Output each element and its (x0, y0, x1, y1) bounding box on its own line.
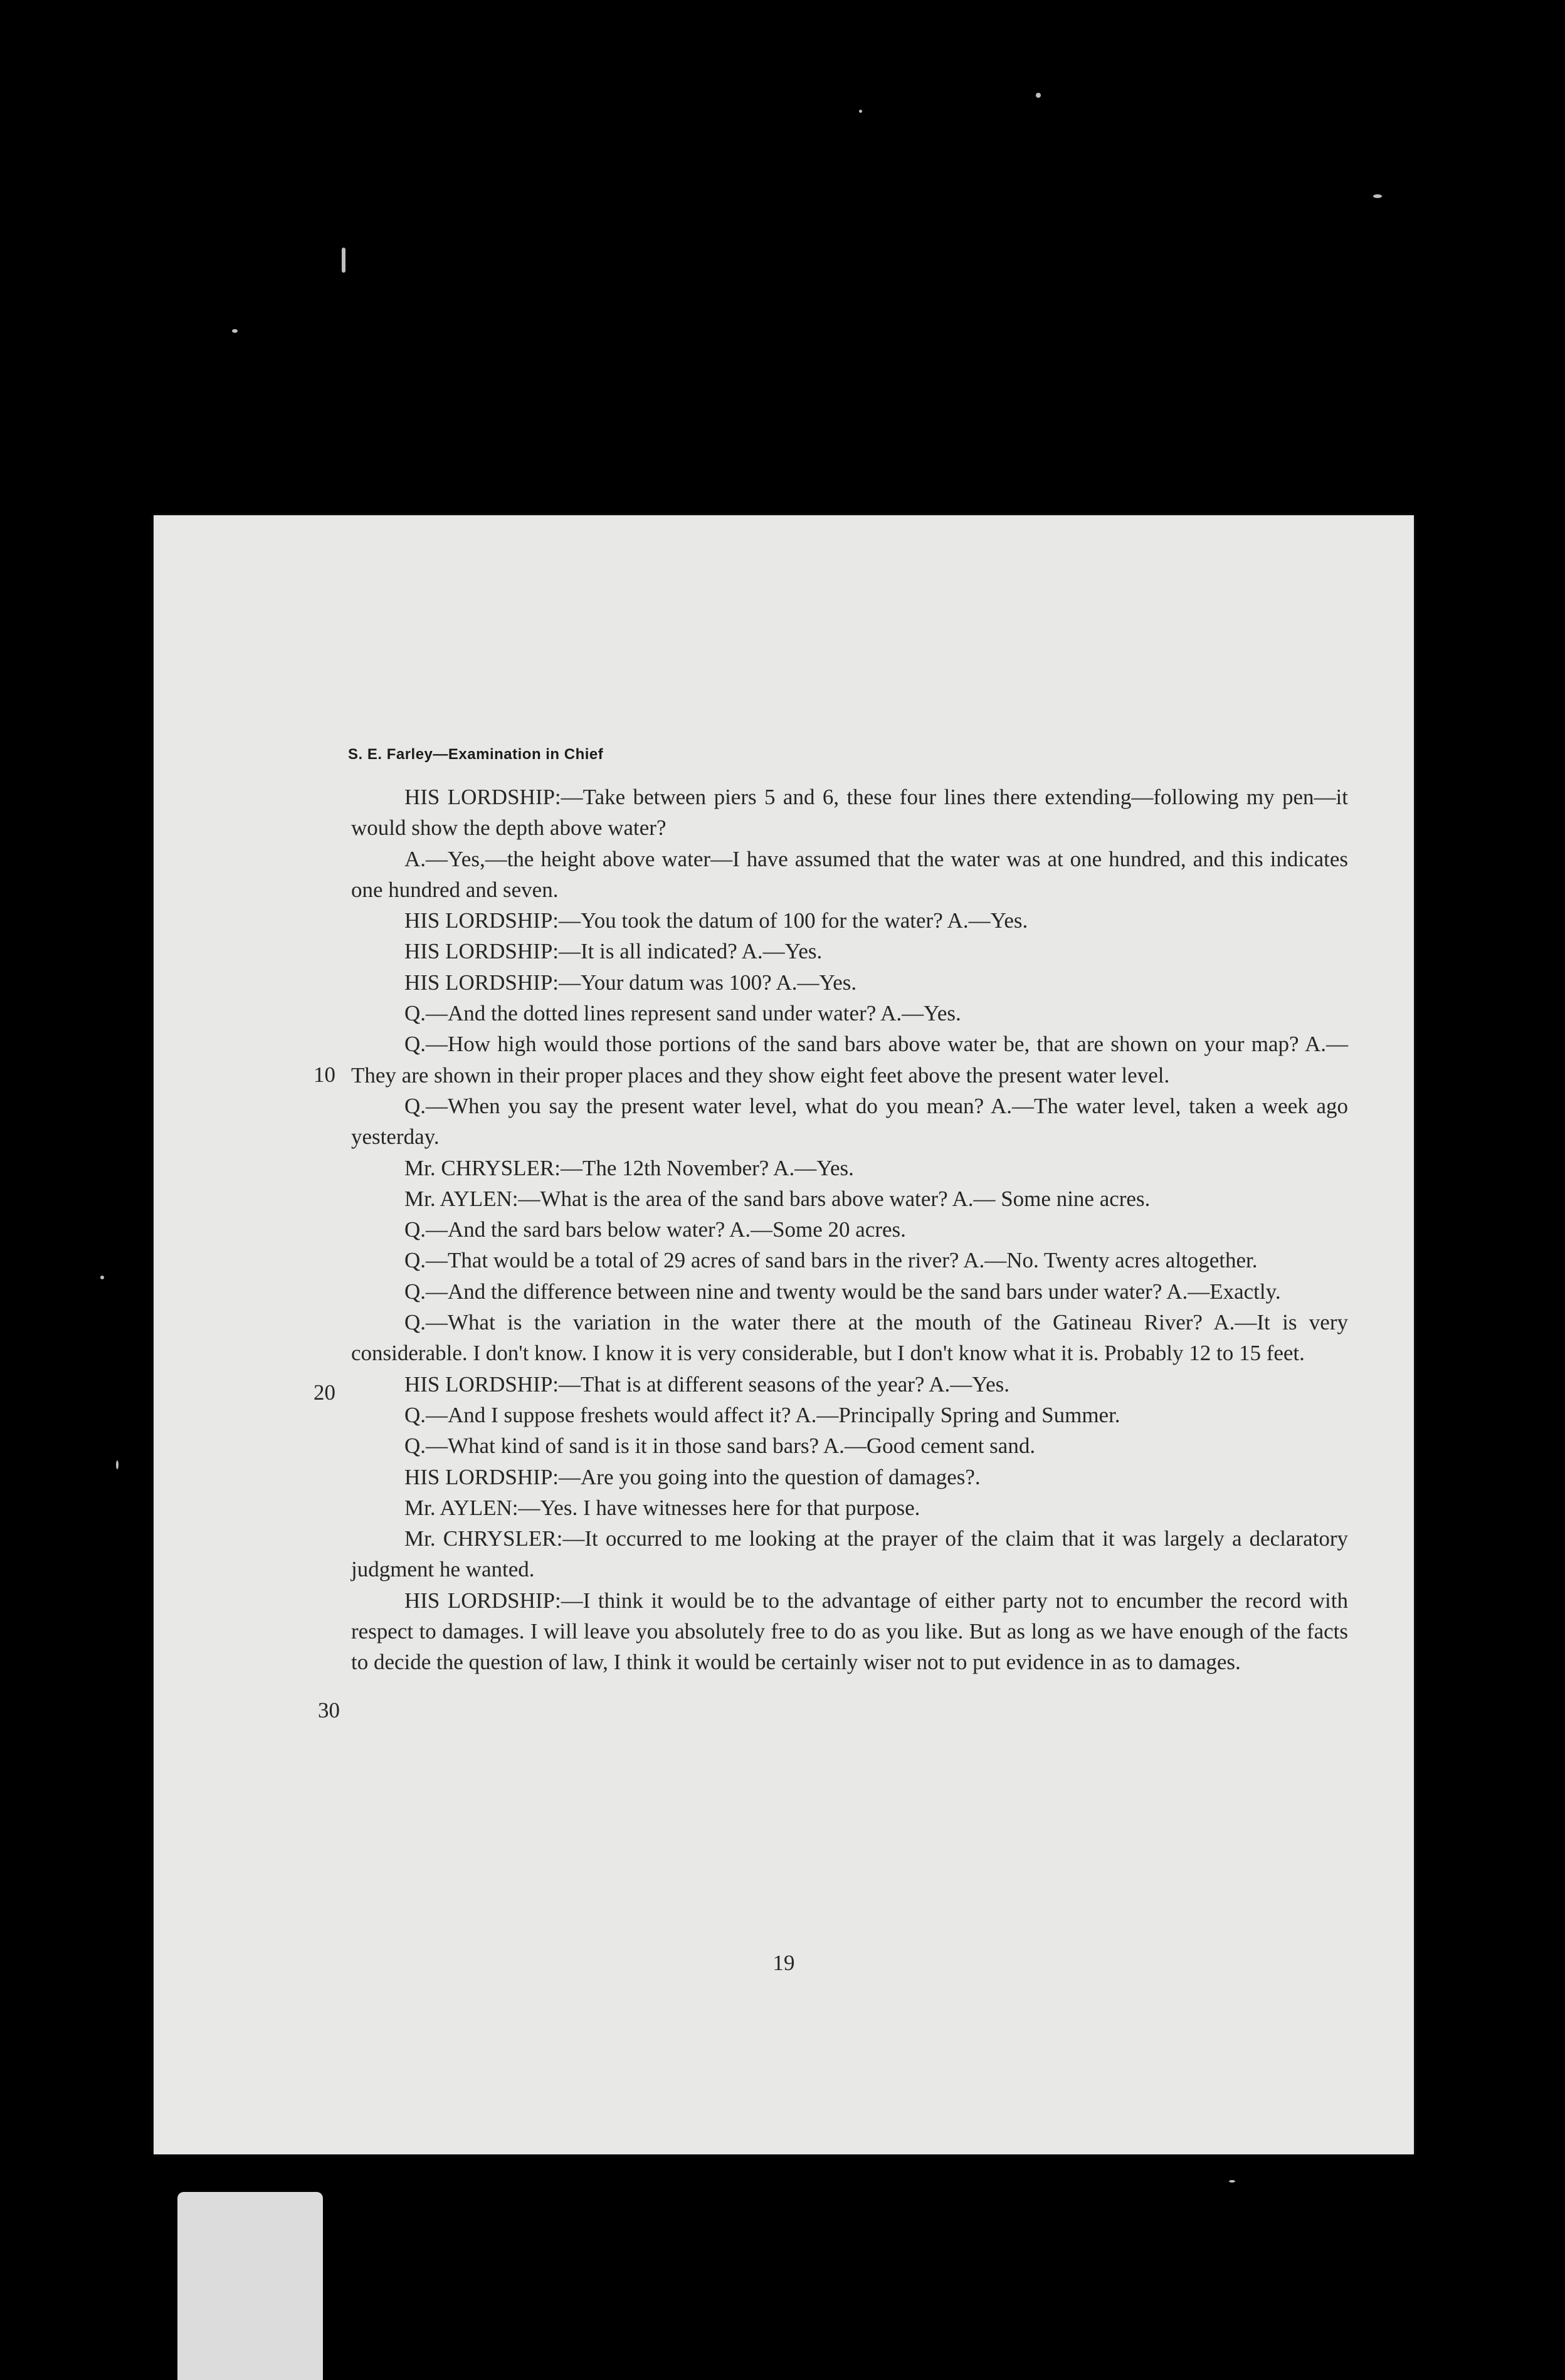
page-number: 19 (772, 1951, 795, 1975)
film-leader-tab (177, 2192, 323, 2380)
paragraph: Mr. CHRYSLER:—The 12th November? A.—Yes. (404, 1155, 854, 1180)
paragraph: Mr. CHRYSLER:—It occurred to me looking at the prayer of the claim that it was largely a declaratory judgment he wanted. (351, 1526, 1348, 1582)
transcript-body (351, 782, 1348, 1678)
document-page (154, 515, 1414, 2154)
line-number-30: 30 (318, 1698, 340, 1722)
paragraph: Q.—When you say the present water level, what do you mean? A.—The water level, taken a week ago yesterday. (351, 1093, 1348, 1150)
film-speck (116, 1460, 119, 1469)
paragraph: Q.—What kind of sand is it in those sand bars? A.—Good cement sand. (404, 1434, 1036, 1459)
paragraph: HIS LORDSHIP:—That is at different seasons of the year? A.—Yes. (404, 1371, 1009, 1397)
paragraph: Q.—How high would those portions of the sand bars above water be, that are shown on your map? A.—They are shown in their proper places and they show eight feet above the present water level. (351, 1032, 1348, 1088)
film-speck (232, 329, 238, 333)
film-speck (1036, 93, 1041, 98)
film-speck (1229, 2180, 1235, 2183)
paragraph: A.—Yes,—the height above water—I have assumed that the water was at one hundred, and this indicates one hundred and seven. (351, 846, 1348, 902)
paragraph: Q.—And I suppose freshets would affect it? A.—Principally Spring and Summer. (404, 1402, 1120, 1427)
film-speck (1373, 194, 1382, 198)
line-number-10: 10 (314, 1062, 335, 1087)
running-header: S. E. Farley—Examination in Chief (348, 746, 604, 763)
paragraph: HIS LORDSHIP:—Take between piers 5 and 6, these four lines there extending—following my pen—it would show the depth above water? (351, 785, 1348, 841)
paragraph: Q.—And the difference between nine and twenty would be the sand bars under water? A.—Exactly. (404, 1279, 1281, 1304)
paragraph: Q.—That would be a total of 29 acres of sand bars in the river? A.—No. Twenty acres altogether. (404, 1248, 1258, 1273)
paragraph: Q.—What is the variation in the water there at the mouth of the Gatineau River? A.—It is very considerable. I don't know. I know it is very considerable, but I don't know what it is. Probably 12 to 15 feet. (351, 1310, 1348, 1366)
paragraph: HIS LORDSHIP:—Your datum was 100? A.—Yes. (404, 970, 857, 995)
paragraph: HIS LORDSHIP:—It is all indicated? A.—Yes. (404, 939, 823, 964)
paragraph: Mr. AYLEN:—Yes. I have witnesses here for that purpose. (404, 1495, 920, 1520)
paragraph: HIS LORDSHIP:—You took the datum of 100 for the water? A.—Yes. (404, 908, 1028, 933)
paragraph: Q.—And the dotted lines represent sand under water? A.—Yes. (404, 1001, 961, 1026)
paragraph: Q.—And the sard bars below water? A.—Some 20 acres. (404, 1217, 906, 1242)
film-speck (342, 248, 345, 273)
film-speck (100, 1276, 104, 1279)
paragraph: Mr. AYLEN:—What is the area of the sand bars above water? A.— Some nine acres. (404, 1186, 1151, 1211)
paragraph: HIS LORDSHIP:—Are you going into the question of damages?. (404, 1464, 981, 1489)
film-speck (859, 110, 862, 113)
line-number-20: 20 (314, 1380, 335, 1405)
paragraph: HIS LORDSHIP:—I think it would be to the advantage of either party not to encumber the record with respect to damages. I will leave you absolutely free to do as you like. But as long as we have enough of the facts to decide the question of law, I think it would be certainly wiser not to put evidence in as to damages. (351, 1588, 1348, 1675)
